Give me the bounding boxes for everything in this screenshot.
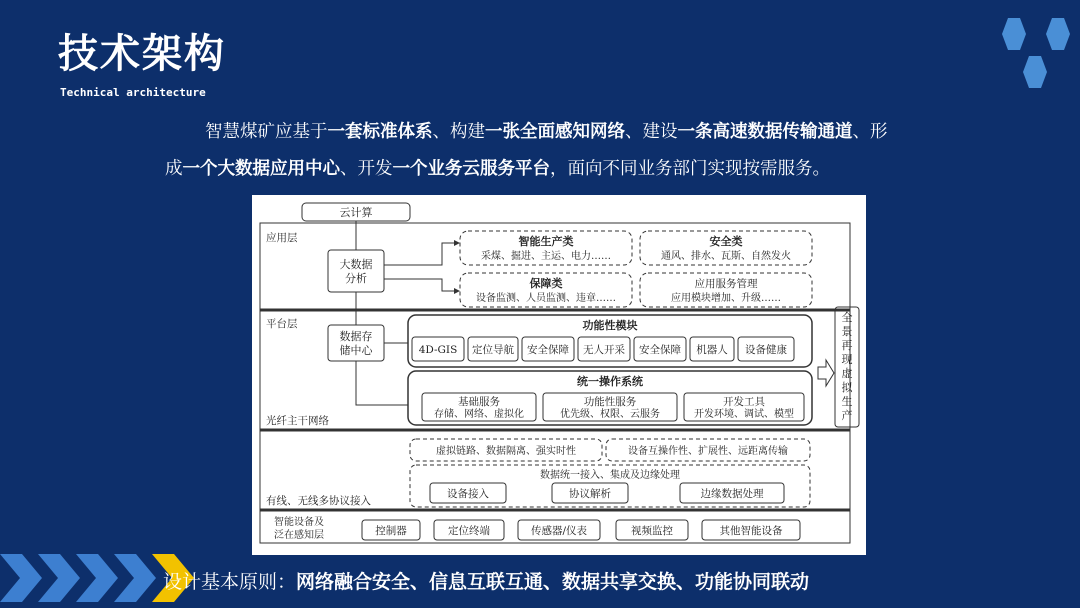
edge-box: 边缘数据处理 bbox=[700, 487, 764, 500]
chevron-icon bbox=[114, 554, 156, 602]
virtual-production-char: 虚 bbox=[841, 367, 853, 380]
hexagon-icon bbox=[1023, 56, 1047, 88]
net-label-2: 设备互操作性、扩展性、远距离传输 bbox=[628, 446, 788, 457]
hexagon-icon bbox=[1046, 18, 1070, 50]
os-title: 统一操作系统 bbox=[577, 375, 643, 388]
support-items: 设备监测、人员监测、违章…… bbox=[476, 293, 616, 304]
func-module: 无人开采 bbox=[583, 343, 625, 356]
layer-sense-2: 泛在感知层 bbox=[274, 530, 324, 541]
edge-title: 数据统一接入、集成及边缘处理 bbox=[540, 470, 680, 481]
support-title: 保障类 bbox=[529, 277, 563, 290]
chevron-icon bbox=[38, 554, 80, 602]
device-box: 传感器/仪表 bbox=[530, 524, 588, 537]
edge-box: 协议解析 bbox=[569, 487, 611, 500]
layer-access: 有线、无线多协议接入 bbox=[266, 495, 371, 507]
layer-fiber: 光纤主干网络 bbox=[266, 415, 329, 427]
chevron-icon bbox=[0, 554, 42, 602]
func-module: 安全保障 bbox=[527, 343, 569, 356]
device-box: 控制器 bbox=[375, 524, 407, 537]
bigdata-label-1: 大数据 bbox=[339, 258, 373, 271]
func-title: 功能性模块 bbox=[582, 319, 638, 332]
layer-sense-1: 智能设备及 bbox=[274, 517, 324, 528]
layer-platform: 平台层 bbox=[266, 318, 298, 330]
virtual-production-char: 现 bbox=[841, 353, 853, 366]
cloud-label: 云计算 bbox=[339, 206, 373, 219]
intro-paragraph: 智慧煤矿应基于一套标准体系、构建一张全面感知网络、建设一条高速数据传输通道、形 成一个大数据应用中心、开发一个业务云服务平台，面向不同业务部门实现按需服务。 bbox=[165, 122, 888, 179]
page-subtitle: Technical architecture bbox=[60, 86, 206, 99]
device-box: 视频监控 bbox=[631, 524, 673, 537]
virtual-production-char: 生 bbox=[841, 395, 853, 408]
virtual-production-char: 拟 bbox=[841, 381, 853, 394]
func-module: 安全保障 bbox=[639, 343, 681, 356]
layer-app: 应用层 bbox=[266, 232, 298, 244]
device-box: 其他智能设备 bbox=[719, 524, 783, 537]
virtual-production-char: 产 bbox=[841, 409, 853, 422]
smart-prod-title: 智能生产类 bbox=[518, 235, 574, 248]
bigdata-label-2: 分析 bbox=[345, 272, 367, 285]
os-box-items: 存储、网络、虚拟化 bbox=[434, 409, 524, 420]
func-module: 4D-GIS bbox=[418, 343, 458, 356]
appsvc-items: 应用模块增加、升级…… bbox=[671, 293, 781, 304]
os-box-items: 优先级、权限、云服务 bbox=[560, 409, 660, 420]
device-box: 定位终端 bbox=[448, 524, 490, 537]
appsvc-title: 应用服务管理 bbox=[694, 278, 758, 290]
hexagon-icon bbox=[1002, 18, 1026, 50]
safety-title: 安全类 bbox=[709, 235, 743, 248]
func-module: 定位导航 bbox=[472, 343, 514, 356]
architecture-diagram bbox=[252, 195, 866, 555]
func-module: 设备健康 bbox=[745, 343, 787, 356]
func-module: 机器人 bbox=[696, 343, 728, 356]
virtual-production-char: 景 bbox=[841, 325, 853, 338]
net-label-1: 虚拟链路、数据隔离、强实时性 bbox=[436, 446, 576, 457]
hexagon-decoration bbox=[980, 0, 1080, 100]
os-box-title: 功能性服务 bbox=[583, 396, 637, 408]
os-box-title: 基础服务 bbox=[458, 396, 500, 408]
virtual-production-char: 全 bbox=[841, 311, 853, 324]
chevron-icon bbox=[76, 554, 118, 602]
smart-prod-items: 采煤、掘进、主运、电力…… bbox=[481, 251, 611, 262]
os-box-items: 开发环境、调试、模型 bbox=[694, 409, 794, 420]
page-title: 技术架构 bbox=[58, 31, 226, 77]
storage-label-1: 数据存 bbox=[339, 330, 373, 343]
design-principle: 设计基本原则：网络融合安全、信息互联互通、数据共享交换、功能协同联动 bbox=[163, 571, 810, 593]
edge-box: 设备接入 bbox=[447, 487, 489, 500]
virtual-production-char: 再 bbox=[841, 339, 853, 352]
storage-label-2: 储中心 bbox=[339, 344, 373, 357]
safety-items: 通风、排水、瓦斯、自然发火 bbox=[661, 251, 791, 262]
os-box-title: 开发工具 bbox=[723, 396, 765, 408]
